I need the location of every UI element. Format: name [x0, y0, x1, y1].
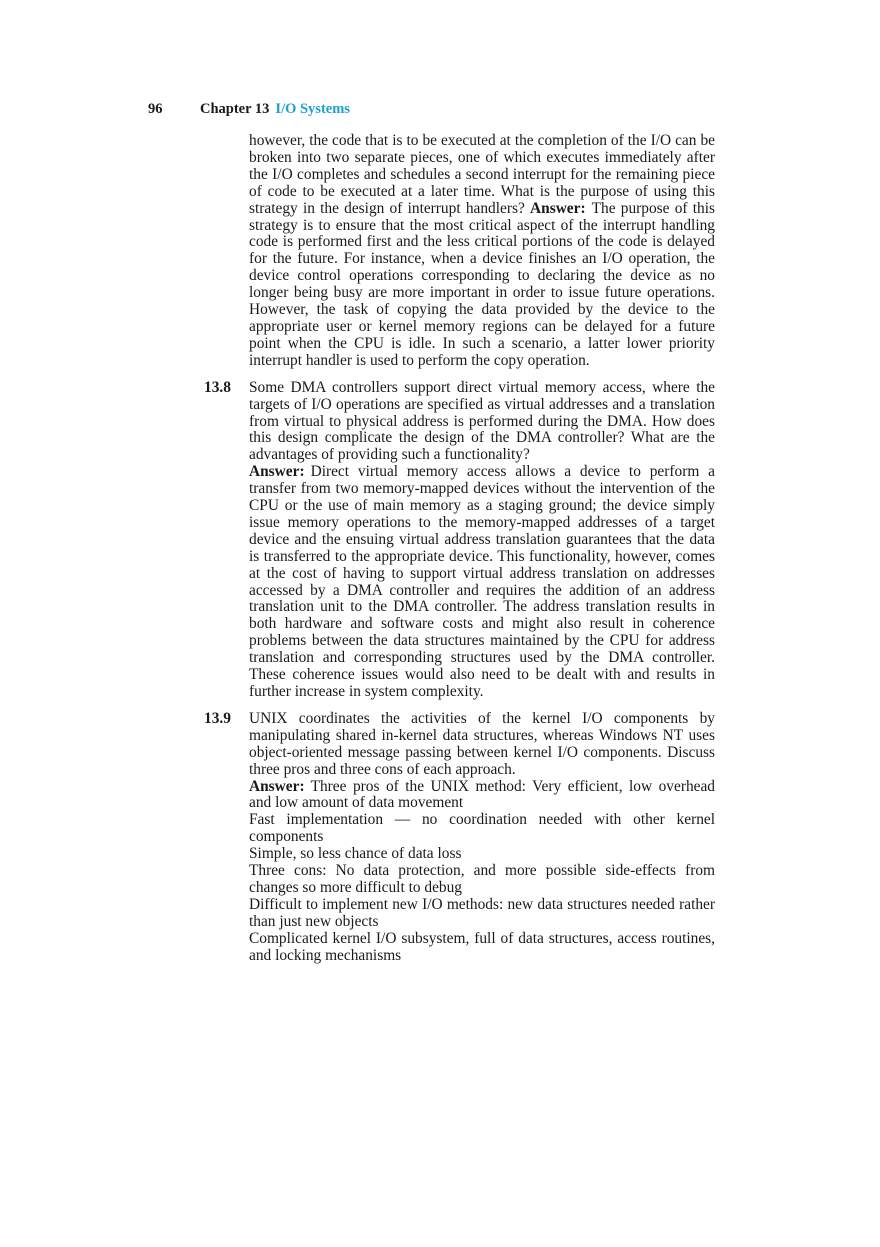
chapter-label: Chapter 13: [200, 101, 270, 117]
answer-label-13-9: Answer:: [249, 777, 305, 795]
answer-label-13-8: Answer:: [249, 463, 305, 481]
question-13-8: [204, 378, 715, 701]
page-header: [148, 101, 350, 118]
answer-line: Complicated kernel I/O subsystem, full of data structures, access routines, and locking mechanisms: [249, 929, 715, 964]
page-number: 96: [148, 101, 163, 117]
question-13-9-text: UNIX coordinates the activities of the kernel I/O components by manipulating shared in-kernel data structures, whereas Windows NT uses object-oriented message passing between kernel I/O components. Discuss three pros and three cons of each approach.: [249, 709, 715, 778]
answer-13-8: [249, 464, 715, 701]
chapter-title: I/O Systems: [275, 101, 350, 117]
answer-13-9: [249, 779, 715, 813]
answer-text-13-8: Direct virtual memory access allows a device to perform a transfer from two memory-mapped devices without the intervention of the CPU or the use of main memory as a staging ground; the device simply issue memory operations to the memory-mapped addresses of a target device and the ensuing virtual address translation guarantees that the data is transferred to the appropriate device. This functionality, however, comes at the cost of having to support virtual address translation on addresses accessed by a DMA controller and requires the addition of an address translation unit to the DMA controller. The address translation results in both hardware and software costs and might also result in coherence problems between the data structures maintained by the CPU for address translation and corresponding structures used by the DMA controller. These coherence issues would also need to be dealt with and results in further increase in system complexity.: [249, 463, 715, 700]
answer-line: Three cons: No data protection, and more possible side-effects from changes so more difficult to debug: [249, 862, 715, 896]
intro-block: [249, 133, 715, 370]
question-13-9: [204, 709, 715, 965]
answer-line: Simple, so less chance of data loss: [249, 845, 462, 863]
page-body: [204, 132, 715, 965]
intro-answer-label: Answer:: [530, 199, 586, 217]
intro-continuation: however, the code that is to be executed at the completion of the I/O can be broken into two separate pieces, one of which executes immediately after the I/O completes and schedules a second interrupt for the remaining piece of code to be executed at a later time. What is the purpose of using this strategy in the design of interrupt handlers?: [249, 132, 715, 217]
question-number-13-8: 13.8: [204, 378, 231, 396]
question-13-8-text: Some DMA controllers support direct virtual memory access, where the targets of I/O operations are specified as virtual addresses and a translation from virtual to physical address is performed during the DMA. How does this design complicate the design of the DMA controller? What are the advantages of providing such a functionality?: [249, 378, 715, 464]
answer-line: Three pros of the UNIX method: Very efficient, low overhead and low amount of data movement: [249, 777, 715, 812]
answer-line: Fast implementation — no coordination needed with other kernel components: [249, 811, 715, 846]
intro-answer: The purpose of this strategy is to ensure that the most critical aspect of the interrupt handling code is performed first and the less critical portions of the code is delayed for the future. For instance, when a device finishes an I/O operation, the device control operations corresponding to declaring the device as no longer being busy are more important in order to issue future operations. However, the task of copying the data provided by the device to the appropriate user or kernel memory regions can be delayed for a future point when the CPU is idle. In such a scenario, a latter lower priority interrupt handler is used to perform the copy operation.: [249, 199, 715, 369]
question-number-13-9: 13.9: [204, 709, 231, 727]
answer-line: Difficult to implement new I/O methods: new data structures needed rather than just new objects: [249, 895, 715, 930]
